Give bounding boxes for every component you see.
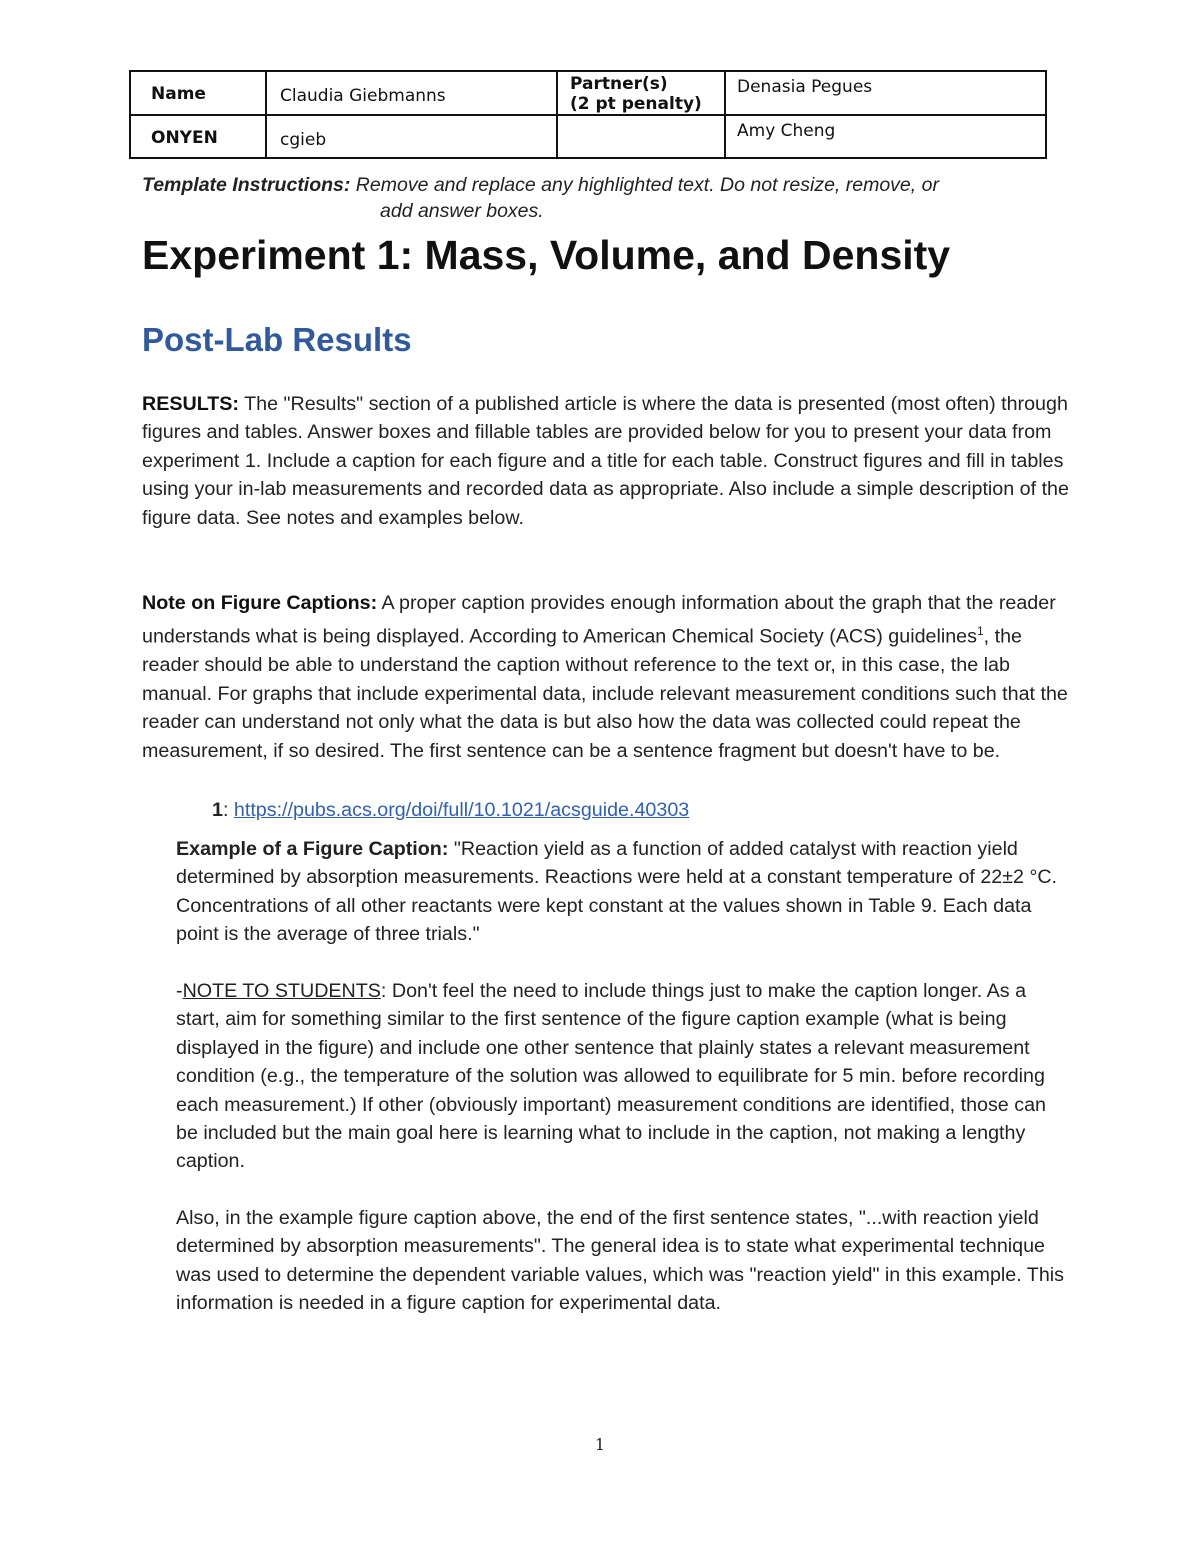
footnote-sep: : bbox=[222, 799, 234, 821]
name-label: Name bbox=[151, 84, 206, 104]
page-number: 1 bbox=[594, 1435, 606, 1454]
note-text-a: A proper caption provides enough information about the graph that the reader understands what is being displayed. According to American Chemical Society (ACS) guidelines bbox=[142, 592, 1056, 648]
name-value-cell[interactable] bbox=[266, 71, 557, 115]
partner-1-cell[interactable] bbox=[725, 71, 1046, 115]
name-value: Claudia Giebmanns bbox=[280, 86, 446, 106]
onyen-label: ONYEN bbox=[151, 128, 218, 148]
onyen-value: cgieb bbox=[280, 130, 327, 150]
partner-2-cell[interactable] bbox=[725, 115, 1046, 158]
partner-1-value: Denasia Pegues bbox=[737, 77, 873, 97]
footnote-ref: 1 bbox=[976, 624, 984, 639]
footnote bbox=[212, 796, 689, 824]
figure-captions-note bbox=[142, 589, 1072, 765]
name-label-cell bbox=[130, 71, 266, 115]
note-text-b: , the reader should be able to understand the caption without reference to the text or, in this case, the lab manual. For graphs that include experimental data, include relevant measurement conditions such that the reader can understand not only what the data is but also how the data was collected could repeat the measurement, if so desired. The first sentence can be a sentence fragment but doesn't have to be. bbox=[142, 625, 1068, 762]
results-paragraph bbox=[142, 390, 1072, 532]
onyen-value-cell[interactable] bbox=[266, 115, 557, 158]
document-title: Experiment 1: Mass, Volume, and Density bbox=[142, 232, 951, 278]
instructions-line1: Remove and replace any highlighted text. Do not resize, remove, or bbox=[350, 174, 939, 196]
partners-label: Partner(s) (2 pt penalty) bbox=[570, 74, 702, 114]
instructions-lead: Template Instructions: bbox=[142, 174, 351, 196]
example-lead: Example of a Figure Caption: bbox=[176, 838, 449, 860]
note-to-students bbox=[176, 977, 1066, 1176]
template-instructions bbox=[142, 172, 939, 224]
section-title: Post-Lab Results bbox=[142, 321, 412, 358]
onyen-label-cell bbox=[130, 115, 266, 158]
results-text: The "Results" section of a published article is where the data is presented (most often) through figures and tables. Answer boxes and fillable tables are provided below for you to present your data from experiment 1. Include a caption for each figure and a title for each table. Construct figures and fill in tables using your in-lab measurements and recorded data as appropriate. Also include a simple description of the figure data. See notes and examples below. bbox=[142, 393, 1069, 529]
empty-cell[interactable] bbox=[557, 115, 725, 158]
acs-guide-link[interactable]: https://pubs.acs.org/doi/full/10.1021/acsguide.40303 bbox=[233, 799, 690, 821]
note-dash: - bbox=[176, 980, 183, 1002]
instructions-line2: add answer boxes. bbox=[380, 200, 544, 222]
results-lead: RESULTS: bbox=[142, 393, 239, 415]
note-students-text: : Don't feel the need to include things just to make the caption longer. As a start, aim for something similar to the first sentence of the figure caption example (what is being displayed in the figure) and include one other sentence that plainly states a relevant measurement condition (e.g., the temperature of the solution was allowed to equilibrate for 5 min. before recording each measurement.) If other (obviously important) measurement conditions are identified, those can be included but the main goal here is learning what to include in the caption, not making a lengthy caption. bbox=[176, 980, 1046, 1173]
example-text: "Reaction yield as a function of added catalyst with reaction yield determined by absorption measurements. Reactions were held at a constant temperature of 22±2 °C. Concentrations of all other reactants were kept constant at the values shown in Table 9. Each data point is the average of three trials." bbox=[176, 838, 1058, 946]
partner-2-value: Amy Cheng bbox=[737, 121, 836, 141]
student-info-table bbox=[129, 70, 1047, 159]
footnote-number: 1 bbox=[212, 799, 223, 821]
note-lead: Note on Figure Captions: bbox=[142, 592, 378, 614]
example-caption bbox=[176, 835, 1066, 949]
note-students-label: NOTE TO STUDENTS bbox=[182, 980, 381, 1002]
partners-label-cell bbox=[557, 71, 725, 115]
also-paragraph: Also, in the example figure caption above, the end of the first sentence states, "...with reaction yield determined by absorption measurements". The general idea is to state what experimental technique was used to determine the dependent variable values, which was "reaction yield" in this example. This information is needed in a figure caption for experimental data. bbox=[176, 1207, 1065, 1315]
